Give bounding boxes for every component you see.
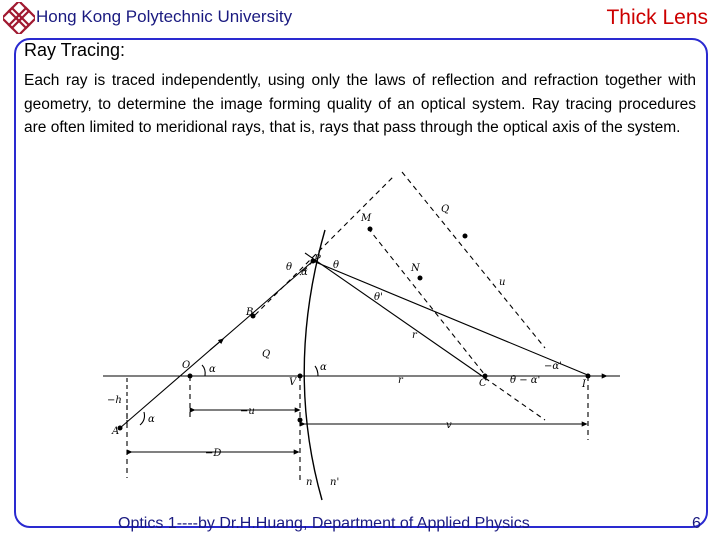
label-v: v — [446, 420, 452, 431]
label-minus-h: −h — [107, 395, 122, 406]
label-M: M — [361, 213, 372, 224]
label-alpha-A: α — [148, 414, 155, 425]
label-B: B — [246, 307, 254, 318]
label-n: n — [306, 477, 313, 488]
point-V — [298, 374, 303, 379]
label-minus-u: −u — [240, 406, 255, 417]
refracted-ray — [313, 261, 590, 376]
label-theta-minus-alpha: θ − α' — [510, 375, 541, 386]
label-theta-left: θ — [286, 262, 293, 273]
label-C: C — [479, 378, 487, 389]
section-title: Ray Tracing: — [24, 40, 126, 60]
university-name: Hong Kong Polytechnic University — [36, 7, 293, 26]
point-M — [368, 227, 373, 232]
label-Q-low: Q — [262, 349, 271, 360]
label-I: I — [582, 379, 586, 390]
label-n-prime: n' — [330, 477, 340, 488]
label-A: A — [112, 426, 120, 437]
angle-arc-O — [202, 365, 205, 376]
point-Q-low — [298, 418, 303, 423]
slide-title: Thick Lens — [606, 6, 708, 29]
label-r-axis: r — [398, 375, 403, 386]
label-r-slant: r — [412, 330, 417, 341]
page-number: 6 — [692, 515, 701, 532]
point-N — [418, 276, 423, 281]
label-alpha-V: α — [320, 362, 327, 373]
label-V: V — [289, 377, 297, 388]
dashed-line-Q — [402, 172, 545, 348]
body-paragraph: Each ray is traced independently, using only the laws of reflection and refraction together with geometry, to determine the image forming quality of an optical system. Ray tracing procedures are often limited to meridional rays, that is, rays that pass through the optical axis of the system. — [24, 72, 696, 136]
label-O: O — [182, 360, 191, 371]
point-Q-top — [463, 234, 468, 239]
radius-line — [305, 253, 485, 378]
label-minus-D: −D — [205, 448, 222, 459]
footer-credit: Optics 1----by Dr.H.Huang, Department of Applied Physics — [118, 515, 530, 532]
label-theta-prime: θ' — [374, 292, 383, 303]
label-alpha-O: α — [209, 364, 216, 375]
label-minus-alpha-prime: −α' — [544, 361, 562, 372]
angle-arc-V — [315, 366, 318, 376]
point-I — [586, 374, 591, 379]
label-u-slant: u — [499, 277, 506, 288]
incident-ray-arrow — [210, 340, 222, 350]
label-alpha-small: α — [301, 267, 308, 278]
angle-arc-A — [140, 412, 145, 425]
label-theta-right: θ — [333, 260, 340, 271]
label-N: N — [411, 263, 420, 274]
point-O — [188, 374, 193, 379]
label-Q-top: Q — [441, 204, 450, 215]
dashed-line-M — [368, 228, 485, 375]
label-P: P — [314, 254, 321, 265]
